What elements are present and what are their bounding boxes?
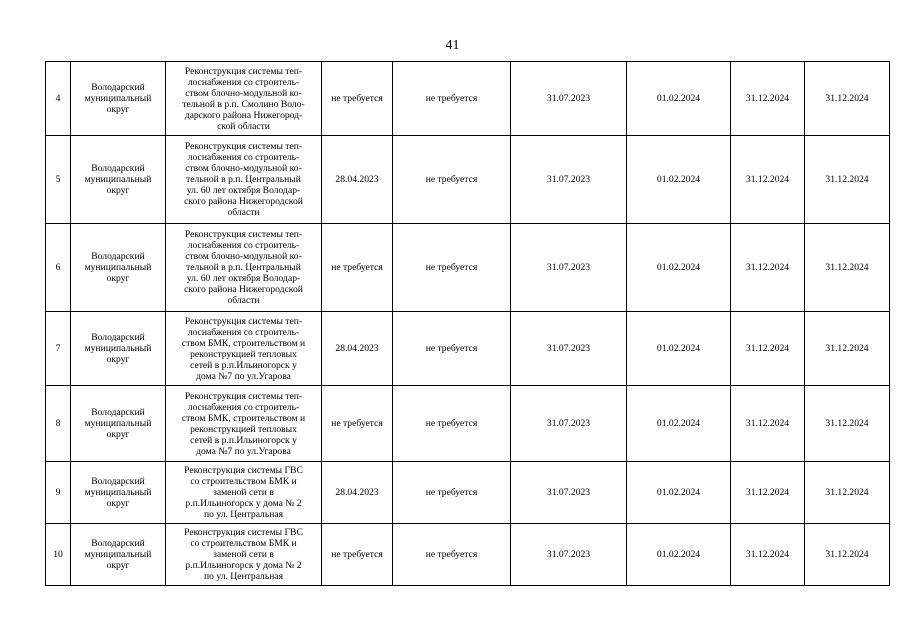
date-cell-3: 31.12.2024 xyxy=(731,462,805,524)
requirement-cell: не требуется xyxy=(393,224,511,312)
table-row xyxy=(46,62,890,136)
date-cell-1: 31.07.2023 xyxy=(511,136,627,224)
district-cell: Володарский муниципальный округ xyxy=(71,224,166,312)
date-cell-3: 31.12.2024 xyxy=(731,312,805,386)
description-cell: Реконструкция системы теп- лоснабжения со строитель- ством БМК, строительством и реконструкцией тепловых сетей в р.п.Ильиногорск у дома №7 по ул.Угарова xyxy=(166,386,322,462)
date-cell-1: 31.07.2023 xyxy=(511,224,627,312)
date-cell-4: 31.12.2024 xyxy=(805,62,890,136)
date-cell-1: 31.07.2023 xyxy=(511,62,627,136)
approval-cell: не требуется xyxy=(322,224,393,312)
approval-cell: 28.04.2023 xyxy=(322,136,393,224)
table-row xyxy=(46,524,890,586)
date-cell-4: 31.12.2024 xyxy=(805,524,890,586)
date-cell-2: 01.02.2024 xyxy=(627,224,731,312)
requirement-cell: не требуется xyxy=(393,312,511,386)
requirement-cell: не требуется xyxy=(393,462,511,524)
description-cell: Реконструкция системы теп- лоснабжения со строитель- ством блочно-модульной ко- тельной в р.п. Центральный ул. 60 лет октября Володар- ского района Нижегородской области xyxy=(166,224,322,312)
district-cell: Володарский муниципальный округ xyxy=(71,524,166,586)
requirement-cell: не требуется xyxy=(393,524,511,586)
row-number: 9 xyxy=(46,462,71,524)
date-cell-4: 31.12.2024 xyxy=(805,312,890,386)
row-number: 4 xyxy=(46,62,71,136)
date-cell-1: 31.07.2023 xyxy=(511,462,627,524)
row-number: 6 xyxy=(46,224,71,312)
date-cell-3: 31.12.2024 xyxy=(731,62,805,136)
approval-cell: 28.04.2023 xyxy=(322,312,393,386)
date-cell-4: 31.12.2024 xyxy=(805,224,890,312)
approval-cell: не требуется xyxy=(322,62,393,136)
requirement-cell: не требуется xyxy=(393,386,511,462)
row-number: 7 xyxy=(46,312,71,386)
date-cell-2: 01.02.2024 xyxy=(627,524,731,586)
page-number: 41 xyxy=(445,38,460,53)
approval-cell: не требуется xyxy=(322,386,393,462)
date-cell-4: 31.12.2024 xyxy=(805,386,890,462)
date-cell-1: 31.07.2023 xyxy=(511,386,627,462)
date-cell-2: 01.02.2024 xyxy=(627,312,731,386)
district-cell: Володарский муниципальный округ xyxy=(71,312,166,386)
date-cell-4: 31.12.2024 xyxy=(805,136,890,224)
description-cell: Реконструкция системы ГВС со строительством БМК и заменой сети в р.п.Ильиногорск у дома № 2 по ул. Центральная xyxy=(166,462,322,524)
district-cell: Володарский муниципальный округ xyxy=(71,462,166,524)
district-cell: Володарский муниципальный округ xyxy=(71,62,166,136)
district-cell: Володарский муниципальный округ xyxy=(71,386,166,462)
row-number: 8 xyxy=(46,386,71,462)
date-cell-2: 01.02.2024 xyxy=(627,462,731,524)
date-cell-2: 01.02.2024 xyxy=(627,62,731,136)
approval-cell: не требуется xyxy=(322,524,393,586)
project-table xyxy=(45,61,890,586)
date-cell-1: 31.07.2023 xyxy=(511,312,627,386)
date-cell-2: 01.02.2024 xyxy=(627,136,731,224)
date-cell-2: 01.02.2024 xyxy=(627,386,731,462)
description-cell: Реконструкция системы теп- лоснабжения со строитель- ством блочно-модульной ко- тельной в р.п. Смолино Воло- дарского района Нижегород- ской области xyxy=(166,62,322,136)
district-cell: Володарский муниципальный округ xyxy=(71,136,166,224)
description-cell: Реконструкция системы ГВС со строительством БМК и заменой сети в р.п.Ильиногорск у дома № 2 по ул. Центральная xyxy=(166,524,322,586)
date-cell-4: 31.12.2024 xyxy=(805,462,890,524)
table-row xyxy=(46,386,890,462)
date-cell-3: 31.12.2024 xyxy=(731,224,805,312)
description-cell: Реконструкция системы теп- лоснабжения со строитель- ством БМК, строительством и реконструкцией тепловых сетей в р.п.Ильиногорск у дома №7 по ул.Угарова xyxy=(166,312,322,386)
requirement-cell: не требуется xyxy=(393,62,511,136)
date-cell-3: 31.12.2024 xyxy=(731,386,805,462)
date-cell-3: 31.12.2024 xyxy=(731,524,805,586)
approval-cell: 28.04.2023 xyxy=(322,462,393,524)
date-cell-3: 31.12.2024 xyxy=(731,136,805,224)
table-row xyxy=(46,136,890,224)
table-row xyxy=(46,224,890,312)
description-cell: Реконструкция системы теп- лоснабжения со строитель- ством блочно-модульной ко- тельной в р.п. Центральный ул. 60 лет октября Володар- ского района Нижегородской области xyxy=(166,136,322,224)
row-number: 10 xyxy=(46,524,71,586)
table-row xyxy=(46,312,890,386)
row-number: 5 xyxy=(46,136,71,224)
date-cell-1: 31.07.2023 xyxy=(511,524,627,586)
requirement-cell: не требуется xyxy=(393,136,511,224)
table-row xyxy=(46,462,890,524)
